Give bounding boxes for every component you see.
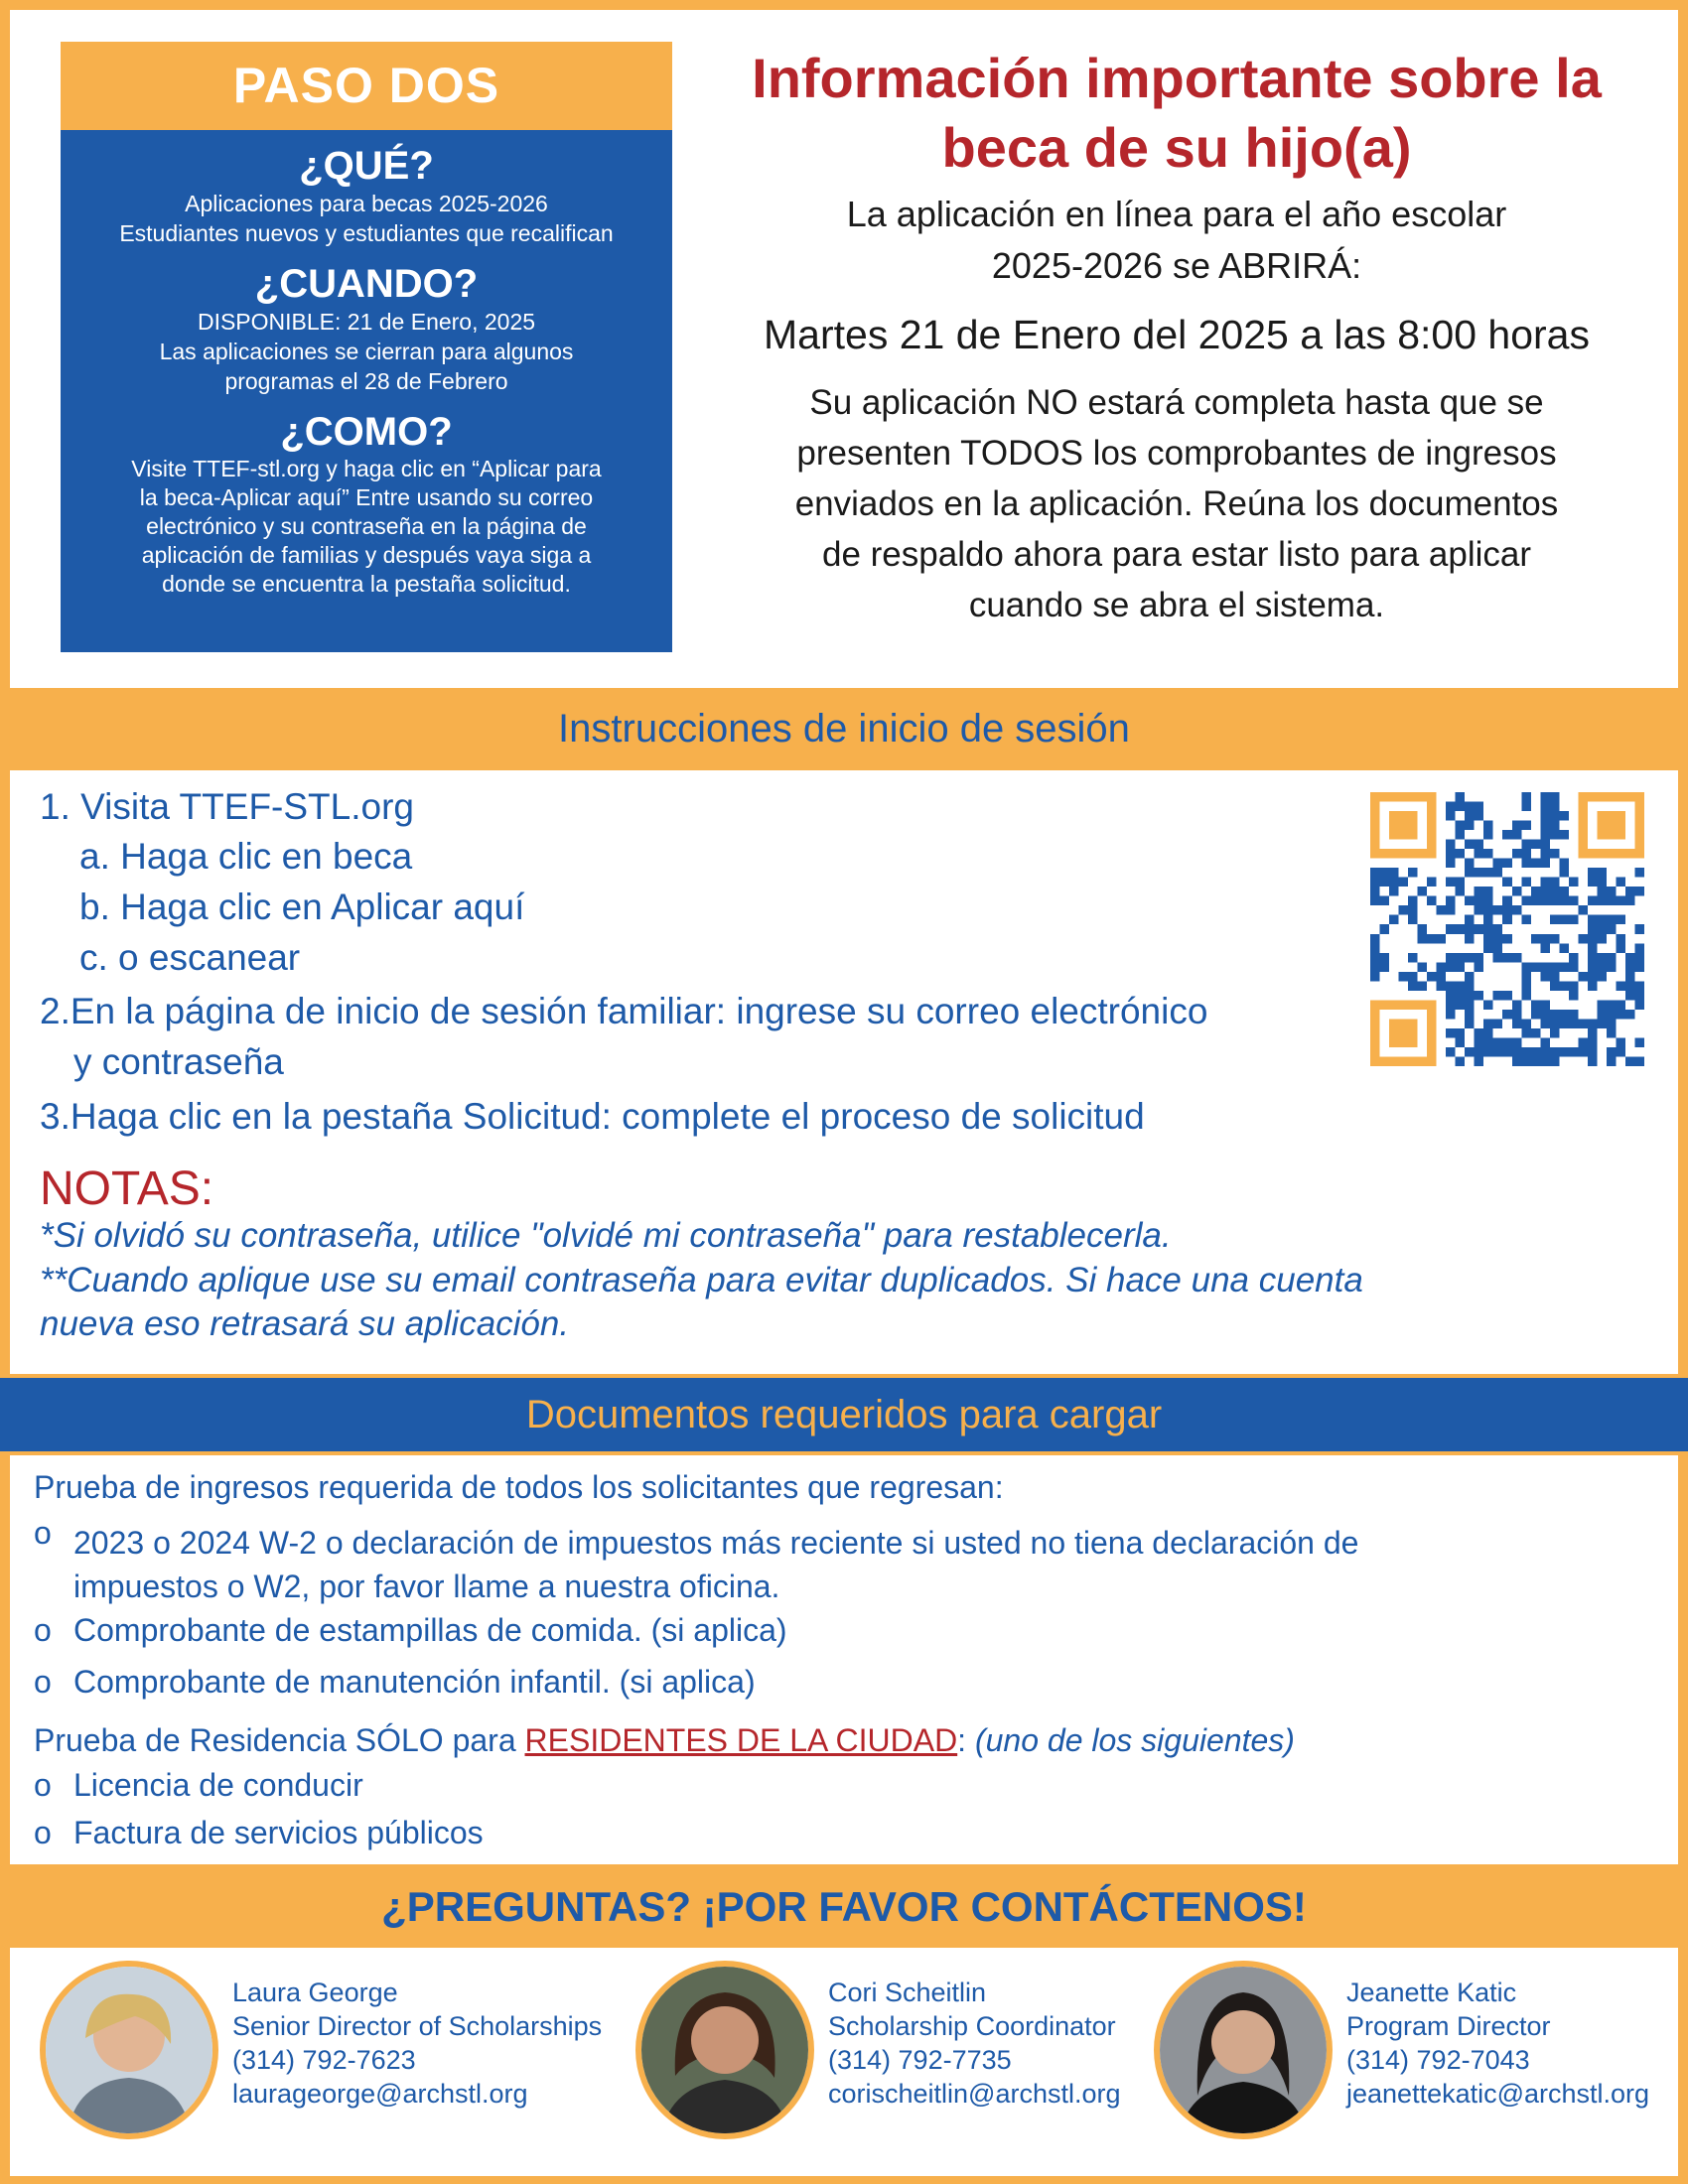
contact-email[interactable]: jeanettekatic@archstl.org xyxy=(1346,2079,1650,2109)
contact-title: Program Director xyxy=(1346,2011,1551,2041)
person-photo-icon xyxy=(1160,1967,1327,2133)
step-1c: c. o escanear xyxy=(79,937,301,978)
avatar xyxy=(635,1961,814,2139)
contact-email[interactable]: laurageorge@archstl.org xyxy=(232,2079,528,2109)
residence-item-utility: Factura de servicios públicos xyxy=(73,1815,484,1850)
como-text: Visite TTEF-stl.org y haga clic en “Aplicar para la beca-Aplicar aquí” Entre usando su correo electrónico y su contraseña en la página de aplicación de familias y después vaya siga a donde se encuentra la pestaña solicitud. xyxy=(131,456,602,597)
que-text: Aplicaciones para becas 2025-2026 Estudiantes nuevos y estudiantes que recalifican xyxy=(119,191,614,246)
doc-item-food-stamps: Comprobante de estampillas de comida. (si aplica) xyxy=(73,1612,787,1648)
notes-heading: NOTAS: xyxy=(40,1162,214,1215)
bullet-icon: o xyxy=(34,1815,52,1850)
person-photo-icon xyxy=(46,1967,212,2133)
como-heading: ¿COMO? xyxy=(280,410,453,454)
contact-name: Jeanette Katic xyxy=(1346,1978,1517,2007)
contact-title: Scholarship Coordinator xyxy=(828,2011,1116,2041)
bullet-icon: o xyxy=(34,1664,52,1700)
contact-laura xyxy=(232,1976,602,2111)
documents-heading: Documentos requeridos para cargar xyxy=(0,1378,1688,1451)
contact-title: Senior Director of Scholarships xyxy=(232,2011,603,2041)
residence-proof-title: Prueba de Residencia SÓLO para RESIDENTES DE LA CIUDAD: (uno de los siguientes) xyxy=(34,1722,1295,1758)
avatar xyxy=(1154,1961,1333,2139)
note-1: *Si olvidó su contraseña, utilice "olvidé mi contraseña" para restablecerla. xyxy=(40,1216,1172,1255)
contact-phone[interactable]: (314) 792-7623 xyxy=(232,2045,416,2075)
doc-item-w2-cont: impuestos o W2, por favor llame a nuestra oficina. xyxy=(73,1569,780,1604)
main-title: Información importante sobre la beca de su hijo(a) xyxy=(752,47,1602,179)
cuando-heading: ¿CUANDO? xyxy=(254,262,479,306)
income-proof-title: Prueba de ingresos requerida de todos los solicitantes que regresan: xyxy=(34,1469,1004,1505)
step-3: 3.Haga clic en la pestaña Solicitud: complete el proceso de solicitud xyxy=(40,1096,1145,1137)
doc-item-w2: 2023 o 2024 W-2 o declaración de impuestos más reciente si usted no tiena declaración de xyxy=(73,1525,1359,1561)
qr-code-icon[interactable] xyxy=(1370,792,1644,1066)
step-2: 2.En la página de inicio de sesión familiar: ingrese su correo electrónico xyxy=(40,991,1208,1031)
bullet-icon: o xyxy=(34,1767,52,1803)
paso-dos-header: PASO DOS xyxy=(61,42,672,130)
note-2: **Cuando aplique use su email contraseña para evitar duplicados. Si hace una cuenta xyxy=(40,1261,1363,1299)
que-heading: ¿QUÉ? xyxy=(299,144,434,188)
bullet-icon: o xyxy=(34,1612,52,1648)
contact-jeanette xyxy=(1346,1976,1649,2111)
contact-name: Laura George xyxy=(232,1978,398,2007)
login-instructions-heading: Instrucciones de inicio de sesión xyxy=(558,707,1130,751)
step-1a: a. Haga clic en beca xyxy=(79,836,413,877)
note-2-cont: nueva eso retrasará su aplicación. xyxy=(40,1304,570,1343)
avatar xyxy=(40,1961,218,2139)
person-photo-icon xyxy=(641,1967,808,2133)
city-residents-link[interactable]: RESIDENTES DE LA CIUDAD xyxy=(524,1722,958,1758)
residence-item-license: Licencia de conducir xyxy=(73,1767,363,1803)
bullet-icon: o xyxy=(34,1515,52,1551)
contact-cori xyxy=(828,1976,1121,2111)
paso-dos-box xyxy=(61,42,672,652)
doc-item-child-support: Comprobante de manutención infantil. (si aplica) xyxy=(73,1664,756,1700)
contact-heading: ¿PREGUNTAS? ¡POR FAVOR CONTÁCTENOS! xyxy=(381,1883,1307,1930)
completion-notice: Su aplicación NO estará completa hasta que se presenten TODOS los comprobantes de ingresos enviados en la aplicación. Reúna los documentos de respaldo ahora para estar listo para aplicar cuando se abra el sistema. xyxy=(794,383,1559,624)
step-1: 1. Visita TTEF-STL.org xyxy=(40,786,414,827)
cuando-text: DISPONIBLE: 21 de Enero, 2025 Las aplicaciones se cierran para algunos programas el 28 de Febrero xyxy=(159,309,574,394)
opening-date: Martes 21 de Enero del 2025 a las 8:00 horas xyxy=(764,312,1590,357)
title-block xyxy=(685,44,1668,630)
step-2-cont: y contraseña xyxy=(73,1041,284,1082)
contact-phone[interactable]: (314) 792-7735 xyxy=(828,2045,1012,2075)
contact-email[interactable]: corischeitlin@archstl.org xyxy=(828,2079,1121,2109)
step-1b: b. Haga clic en Aplicar aquí xyxy=(79,887,525,927)
contact-name: Cori Scheitlin xyxy=(828,1978,987,2007)
contact-phone[interactable]: (314) 792-7043 xyxy=(1346,2045,1530,2075)
opening-text: La aplicación en línea para el año escolar 2025-2026 se ABRIRÁ: xyxy=(846,194,1507,286)
